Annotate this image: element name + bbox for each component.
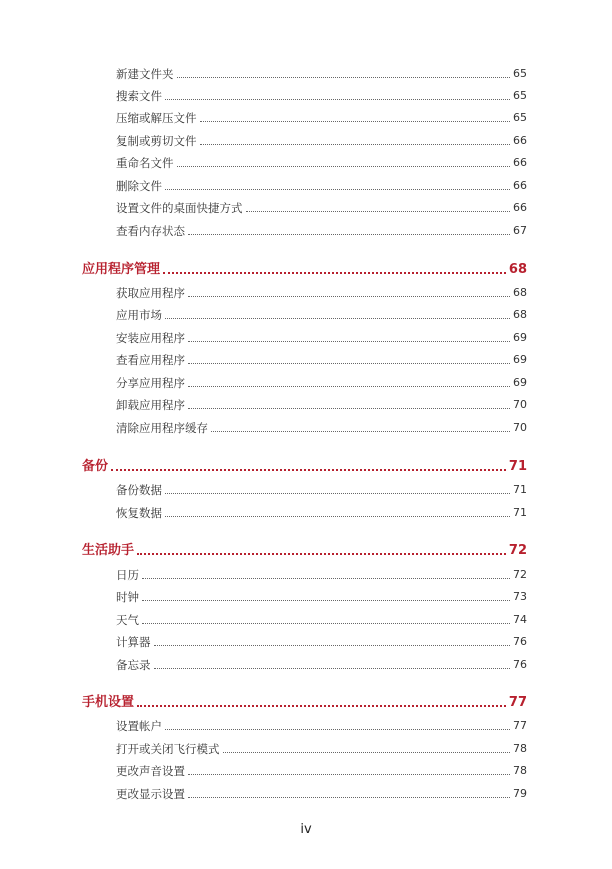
toc-section-heading[interactable] [82,693,527,711]
toc-entry-title: 日历 [116,568,139,582]
toc-entry-page: 67 [513,224,527,237]
toc-entry-title: 复制或剪切文件 [116,134,197,148]
toc-entry[interactable] [116,88,527,104]
toc-entry-page: 65 [513,89,527,102]
toc-entry-page: 72 [513,568,527,581]
toc-entry-page: 68 [513,308,527,321]
toc-entry-title: 备忘录 [116,658,151,672]
toc-entry-title: 备份数据 [116,483,162,497]
dot-leader [177,166,511,167]
toc-entry[interactable] [116,482,527,498]
toc-entry-page: 69 [513,376,527,389]
toc-section-title: 应用程序管理 [82,262,161,277]
dot-leader [188,234,510,235]
toc-section-title: 手机设置 [82,695,135,710]
toc-entry[interactable] [116,200,527,216]
toc-entry[interactable] [116,375,527,391]
toc-entry[interactable] [116,420,527,436]
toc-section-heading[interactable] [82,260,527,278]
toc-entry-page: 78 [513,742,527,755]
dot-leader [200,121,511,122]
page-number: iv [300,822,312,837]
toc-entry-title: 计算器 [116,635,151,649]
toc-entry[interactable] [116,352,527,368]
dot-leader [142,600,510,601]
toc-entry-page: 70 [513,421,527,434]
toc-section-title: 生活助手 [82,543,135,558]
toc-entry-title: 清除应用程序缓存 [116,421,208,435]
dot-leader [188,408,510,409]
toc-entry-title: 搜索文件 [116,89,162,103]
toc-entry[interactable] [116,786,527,802]
toc-section-page: 72 [508,543,527,558]
toc-entry-page: 71 [513,506,527,519]
toc-section-page: 77 [508,695,527,710]
toc-entry-title: 设置帐户 [116,719,162,733]
toc-entry[interactable] [116,66,527,82]
toc-entry-title: 查看应用程序 [116,353,185,367]
dot-leader [137,705,506,707]
dot-leader [154,645,511,646]
toc-entry[interactable] [116,741,527,757]
toc-section-page: 68 [508,262,527,277]
dot-leader [154,668,511,669]
dot-leader [137,553,506,555]
toc-entry-title: 卸载应用程序 [116,398,185,412]
dot-leader [223,752,511,753]
dot-leader [165,189,510,190]
toc-section-title: 备份 [82,459,109,474]
toc-section-heading[interactable] [82,541,527,559]
dot-leader [142,578,510,579]
dot-leader [200,144,511,145]
dot-leader [177,77,511,78]
toc-section-page: 71 [508,459,527,474]
toc-entry[interactable] [116,223,527,239]
dot-leader [246,211,511,212]
dot-leader [211,431,510,432]
dot-leader [111,469,506,471]
toc-entry-title: 查看内存状态 [116,224,185,238]
toc-entry-page: 66 [513,201,527,214]
toc-entry-page: 71 [513,483,527,496]
toc-entry-page: 66 [513,179,527,192]
dot-leader [165,516,510,517]
toc-entry-page: 65 [513,111,527,124]
toc-entry-title: 设置文件的桌面快捷方式 [116,201,243,215]
toc-entry[interactable] [116,155,527,171]
toc-entry-page: 78 [513,764,527,777]
toc-entry-page: 76 [513,635,527,648]
toc-entry-page: 68 [513,286,527,299]
toc-entry-title: 分享应用程序 [116,376,185,390]
toc-entry-title: 新建文件夹 [116,67,174,81]
toc-entry-title: 更改声音设置 [116,764,185,778]
toc-entry[interactable] [116,589,527,605]
toc-entry-page: 69 [513,331,527,344]
dot-leader [188,797,510,798]
toc-entry-title: 更改显示设置 [116,787,185,801]
toc-entry-title: 删除文件 [116,179,162,193]
toc-entry[interactable] [116,763,527,779]
toc-entry[interactable] [116,612,527,628]
toc-section-heading[interactable] [82,457,527,475]
dot-leader [188,774,510,775]
toc-entry[interactable] [116,178,527,194]
dot-leader [142,623,510,624]
dot-leader [188,386,510,387]
toc-entry[interactable] [116,330,527,346]
toc-entry[interactable] [116,657,527,673]
toc-entry-title: 压缩或解压文件 [116,111,197,125]
dot-leader [188,296,510,297]
toc-entry-page: 74 [513,613,527,626]
toc-entry[interactable] [116,718,527,734]
toc-entry-page: 70 [513,398,527,411]
toc-entry[interactable] [116,110,527,126]
toc-entry-page: 73 [513,590,527,603]
toc-entry-title: 时钟 [116,590,139,604]
toc-entry[interactable] [116,307,527,323]
toc-entry-title: 天气 [116,613,139,627]
toc-entry-page: 76 [513,658,527,671]
toc-entry-page: 66 [513,156,527,169]
toc-entry[interactable] [116,567,527,583]
toc-entry-title: 应用市场 [116,308,162,322]
dot-leader [165,493,510,494]
dot-leader [188,341,510,342]
dot-leader [165,729,510,730]
toc-entry-title: 打开或关闭飞行模式 [116,742,220,756]
toc-entry[interactable] [116,397,527,413]
toc-entry[interactable] [116,505,527,521]
toc-entry-page: 65 [513,67,527,80]
toc-entry-page: 77 [513,719,527,732]
toc-entry-page: 79 [513,787,527,800]
dot-leader [165,318,510,319]
dot-leader [188,363,510,364]
toc-entry-title: 重命名文件 [116,156,174,170]
toc-entry-page: 69 [513,353,527,366]
toc-entry[interactable] [116,634,527,650]
dot-leader [165,99,510,100]
toc-entry[interactable] [116,133,527,149]
toc-entry-title: 恢复数据 [116,506,162,520]
toc-entry-title: 获取应用程序 [116,286,185,300]
toc-entry[interactable] [116,285,527,301]
toc-entry-title: 安装应用程序 [116,331,185,345]
toc-entry-page: 66 [513,134,527,147]
dot-leader [163,272,506,274]
